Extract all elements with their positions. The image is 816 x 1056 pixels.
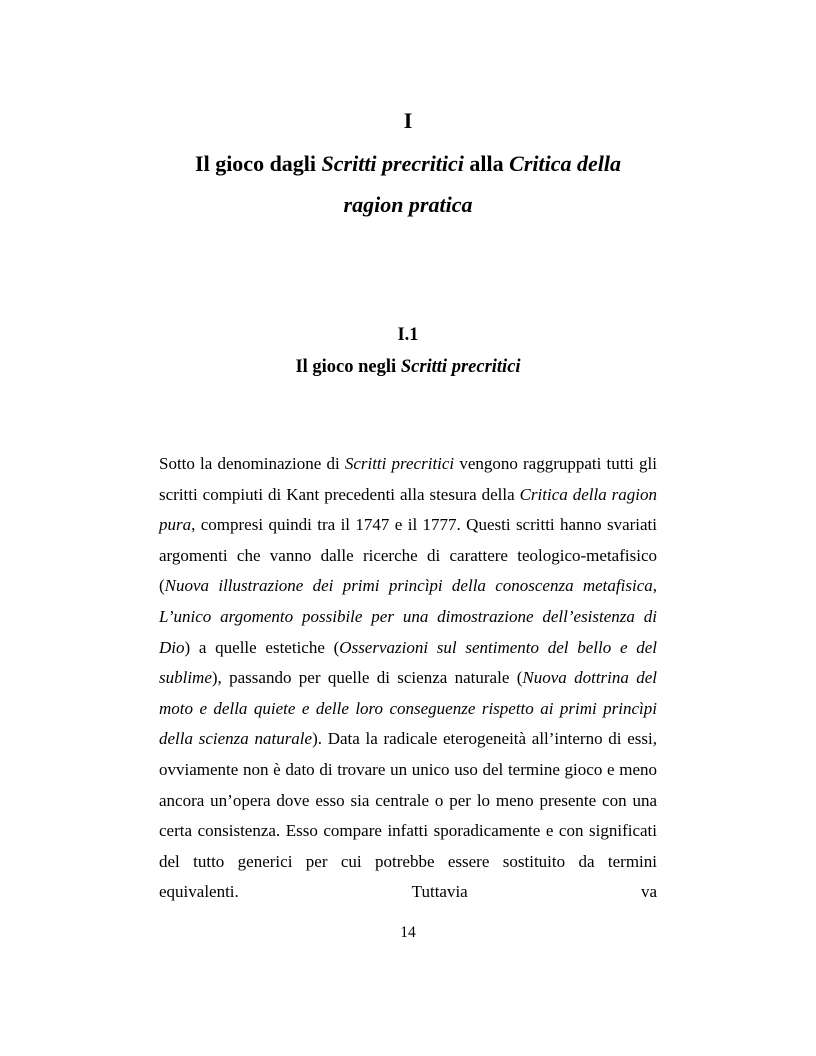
- body-italic-title: Critica della ragion pura: [159, 484, 657, 535]
- body-italic-title: Osservazioni sul sentimento del bello e del sublime: [159, 637, 658, 688]
- body-text-segment: ). Data la radicale eterogeneità all’interno di essi, ovviamente non è dato di trovare un unico uso del termine gioco e meno ancora un’opera dove esso sia centrale o per lo meno presente con una certa consistenza. Esso compare infatti sporadicamente e con significati del tutto generici per cui potrebbe essere sostituito da termini equivalenti. Tuttavia va: [159, 729, 657, 902]
- chapter-title-work-1: Scritti precritici: [321, 151, 464, 176]
- body-italic-title: Scritti precritici: [344, 454, 455, 473]
- section-number: I.1: [397, 325, 419, 345]
- section-title-part: Il gioco negli: [295, 357, 401, 377]
- section-title-work: Scritti precritici: [400, 357, 521, 377]
- body-text-segment: ) a quelle estetiche (: [184, 637, 340, 657]
- chapter-title-part: Il gioco dagli: [195, 151, 322, 176]
- body-italic-title: L’unico argomento possibile per una dimostrazione dell’esistenza di Dio: [159, 606, 657, 657]
- body-text-segment: Sotto la denominazione di: [159, 454, 345, 473]
- chapter-number: I: [403, 108, 413, 133]
- body-paragraph: [159, 449, 657, 908]
- chapter-title-work-2a: Critica della: [509, 151, 621, 176]
- chapter-title-part: alla: [463, 151, 510, 176]
- body-text-segment: ), passando per quelle di scienza naturale (: [211, 668, 523, 688]
- body-italic-title: Nuova dottrina del moto e della quiete e delle loro conseguenze rispetto ai primi princìpi della scienza naturale: [159, 668, 657, 749]
- body-text-segment: vengono raggruppati tutti gli scritti compiuti di Kant precedenti alla stesura della: [159, 454, 657, 504]
- page-number: 14: [400, 924, 416, 941]
- body-text-segment: ,: [652, 576, 657, 596]
- chapter-title: [120, 143, 696, 225]
- body-italic-title: Nuova illustrazione dei primi princìpi della conoscenza metafisica: [164, 576, 653, 596]
- body-text-segment: , compresi quindi tra il 1747 e il 1777. Questi scritti hanno svariati argomenti che vanno dalle ricerche di carattere teologico-metafisico (: [159, 515, 657, 596]
- chapter-title-work-2b: ragion pratica: [343, 192, 473, 217]
- section-title: [0, 354, 816, 380]
